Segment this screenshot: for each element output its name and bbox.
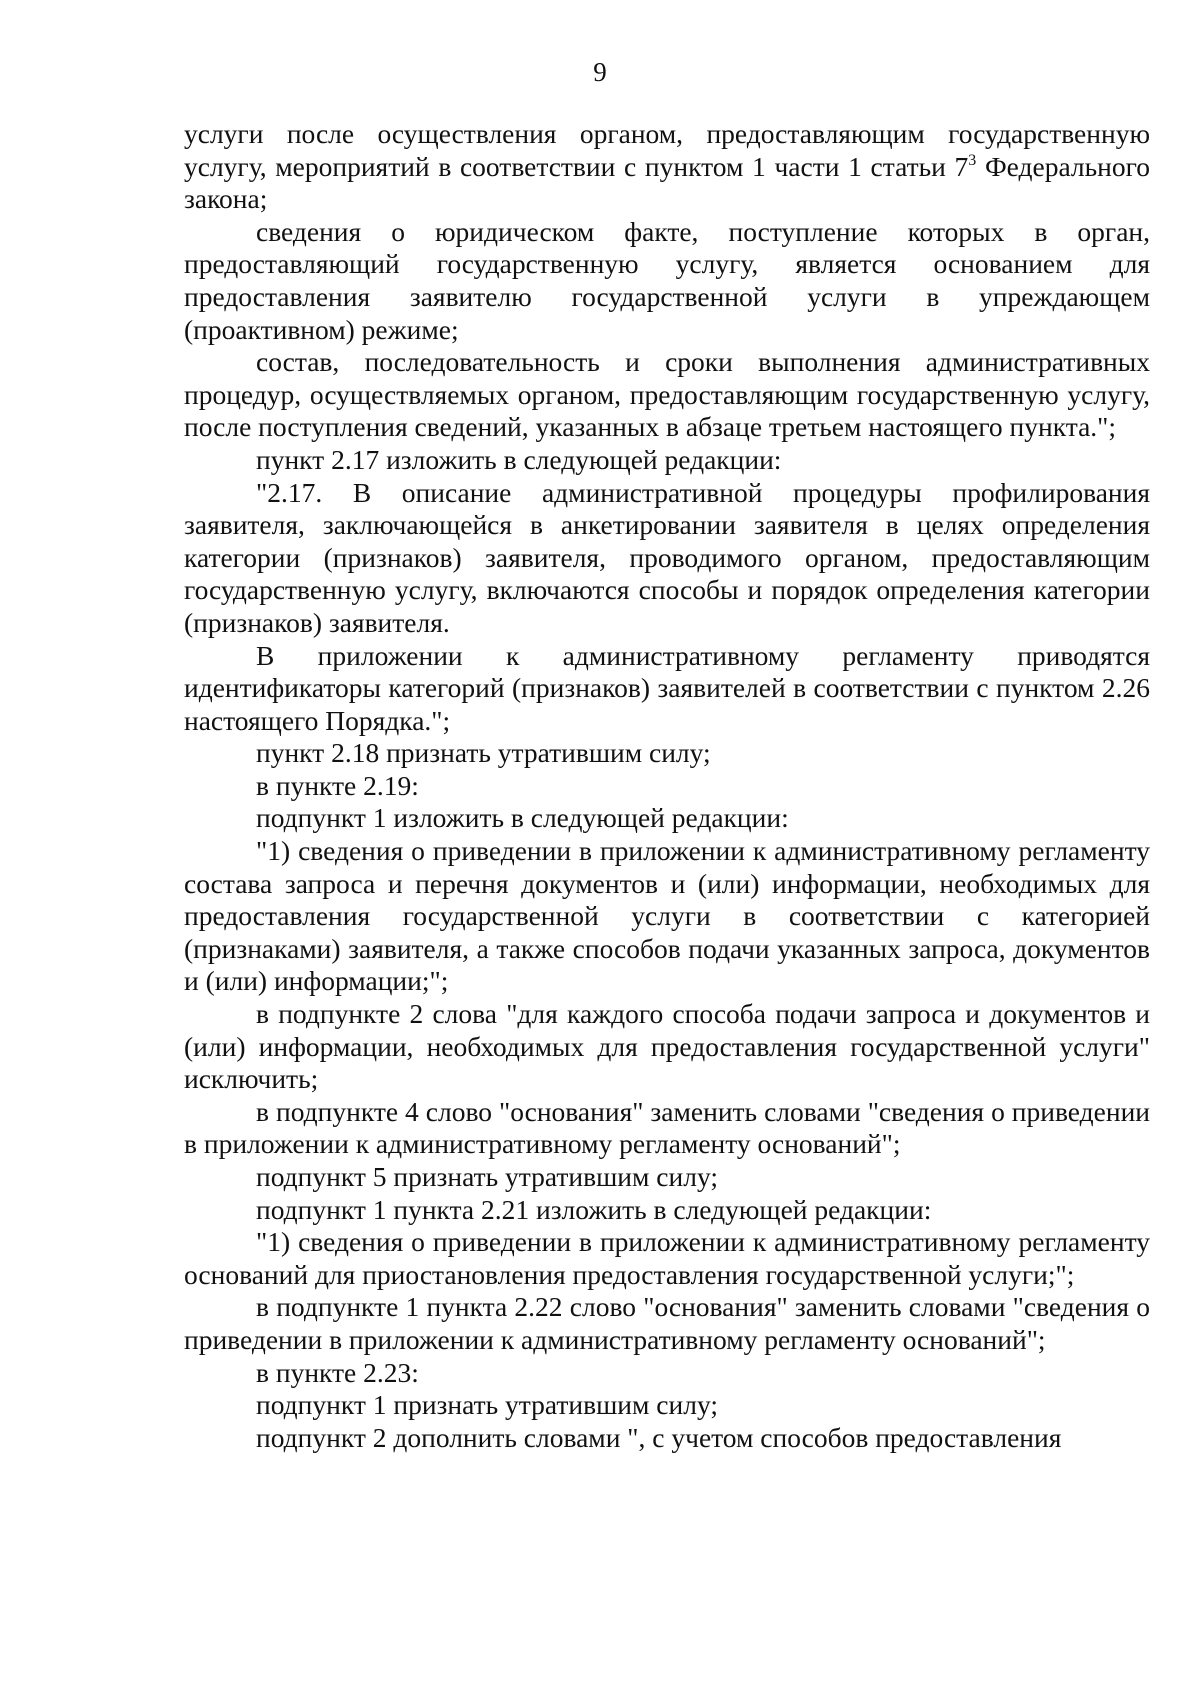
paragraph: услуги после осуществления органом, предоставляющим государственную услугу, мероприятий в соответствии с пунктом 1 части 1 статьи $7^3$ Федерального закона; xyxy=(184,118,1150,215)
document-body xyxy=(184,118,1150,1454)
paragraph: "1) сведения о приведении в приложении к административному регламенту оснований для приостановления предоставления государственной услуги;"; xyxy=(184,1226,1150,1290)
paragraph: подпункт 2 дополнить словами ", с учетом способов предоставления xyxy=(256,1421,1062,1453)
paragraph: пункт 2.17 изложить в следующей редакции: xyxy=(256,443,782,475)
page-number: 9 xyxy=(593,57,607,87)
paragraph: пункт 2.18 признать утратившим силу; xyxy=(256,737,711,769)
paragraph: в подпункте 1 пункта 2.22 слово "основания" заменить словами "сведения о приведении в приложении к административному регламенту оснований"; xyxy=(184,1291,1150,1355)
paragraph: подпункт 5 признать утратившим силу; xyxy=(256,1161,718,1192)
paragraph: сведения о юридическом факте, поступление которых в орган, предоставляющий государственную услугу, является основанием для предоставления заявителю государственной услуги в упреждающем (проактивном) режиме; xyxy=(184,215,1150,345)
paragraph: подпункт 1 признать утратившим силу; xyxy=(256,1389,718,1421)
paragraph: подпункт 1 пункта 2.21 изложить в следующей редакции: xyxy=(256,1193,932,1225)
paragraph: в пункте 2.19: xyxy=(256,769,419,801)
paragraph: состав, последовательность и сроки выполнения административных процедур, осуществляемых органом, предоставляющим государственную услугу, после поступления сведений, указанных в абзаце третьем настоящего пункта."; xyxy=(184,346,1150,443)
paragraph: "1) сведения о приведении в приложении к административному регламенту состава запроса и перечня документов и (или) информации, необходимых для предоставления государственной услуги в соответствии с категорией (признаками) заявителя, а также способов подачи указанных запроса, документов и (или) информации;"; xyxy=(184,835,1150,997)
superscript: 3 xyxy=(968,151,977,169)
paragraph: В приложении к административному регламенту приводятся идентификаторы категорий (признаков) заявителей в соответствии с пунктом 2.26 настоящего Порядка."; xyxy=(184,639,1150,736)
paragraph: "2.17. В описание административной процедуры профилирования заявителя, заключающейся в анкетировании заявителя в целях определения категории (признаков) заявителя, проводимого органом, предоставляющим государственную услугу, включаются способы и порядок определения категории (признаков) заявителя. xyxy=(184,476,1150,638)
paragraph: подпункт 1 изложить в следующей редакции: xyxy=(256,802,789,834)
paragraph: в подпункте 2 слова "для каждого способа подачи запроса и документов и (или) информации, необходимых для предоставления государственной услуги" исключить; xyxy=(184,998,1150,1095)
paragraph: в пункте 2.23: xyxy=(256,1356,419,1388)
paragraph: в подпункте 4 слово "основания" заменить словами "сведения о приведении в приложении к административному регламенту оснований"; xyxy=(184,1095,1150,1160)
